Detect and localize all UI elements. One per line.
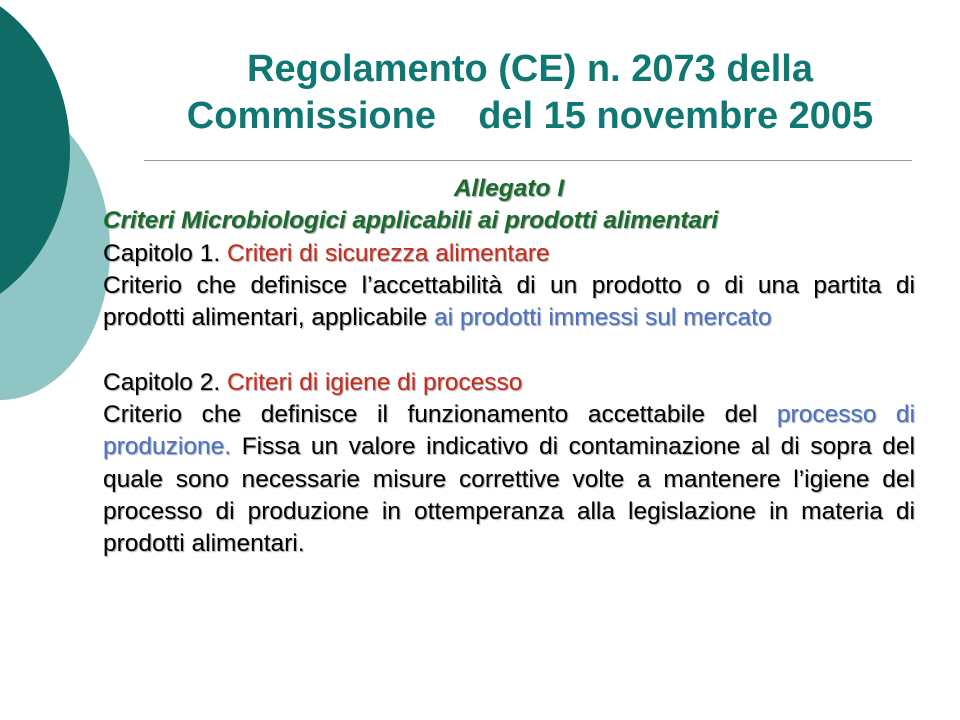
title-divider bbox=[144, 160, 912, 161]
chapter-2-label: Capitolo 2. bbox=[103, 368, 227, 396]
paragraph-spacer bbox=[103, 334, 915, 366]
chapter-2-highlight: processo di produzione. bbox=[103, 401, 916, 461]
annex-subheading: Criteri Microbiologici applicabili ai prodotti alimentari bbox=[103, 207, 719, 235]
chapter-1-title: Criteri di sicurezza alimentare bbox=[226, 239, 550, 267]
chapter-2-title: Criteri di igiene di processo bbox=[226, 368, 523, 396]
chapter-2-heading bbox=[103, 367, 915, 399]
chapter-1-heading bbox=[103, 238, 915, 270]
slide-title-line-1: Regolamento (CE) n. 2073 della bbox=[247, 48, 813, 90]
slide-body bbox=[103, 173, 915, 561]
slide-title bbox=[120, 46, 940, 140]
chapter-2-paragraph bbox=[103, 399, 915, 560]
slide-title-line-2: Commissione del 15 novembre 2005 bbox=[186, 95, 874, 137]
chapter-2-text-start: Criterio che definisce il funzionamento accettabile del bbox=[103, 401, 777, 429]
chapter-1-highlight: ai prodotti immessi sul mercato bbox=[433, 304, 772, 332]
chapter-1-label: Capitolo 1. bbox=[103, 239, 227, 267]
annex-heading: Allegato I bbox=[453, 175, 565, 202]
chapter-1-text: Criterio che definisce l’accettabilità di un prodotto o di una partita di prodotti alimentari, applicabile bbox=[103, 271, 915, 332]
chapter-2-text-end: Fissa un valore indicativo di contaminazione al di sopra del quale sono necessarie misure correttive volte a mantenere l’igiene del processo di produzione in ottemperanza alla legislazione in materia di prodotti alimentari. bbox=[103, 433, 915, 558]
chapter-1-paragraph bbox=[103, 270, 915, 335]
